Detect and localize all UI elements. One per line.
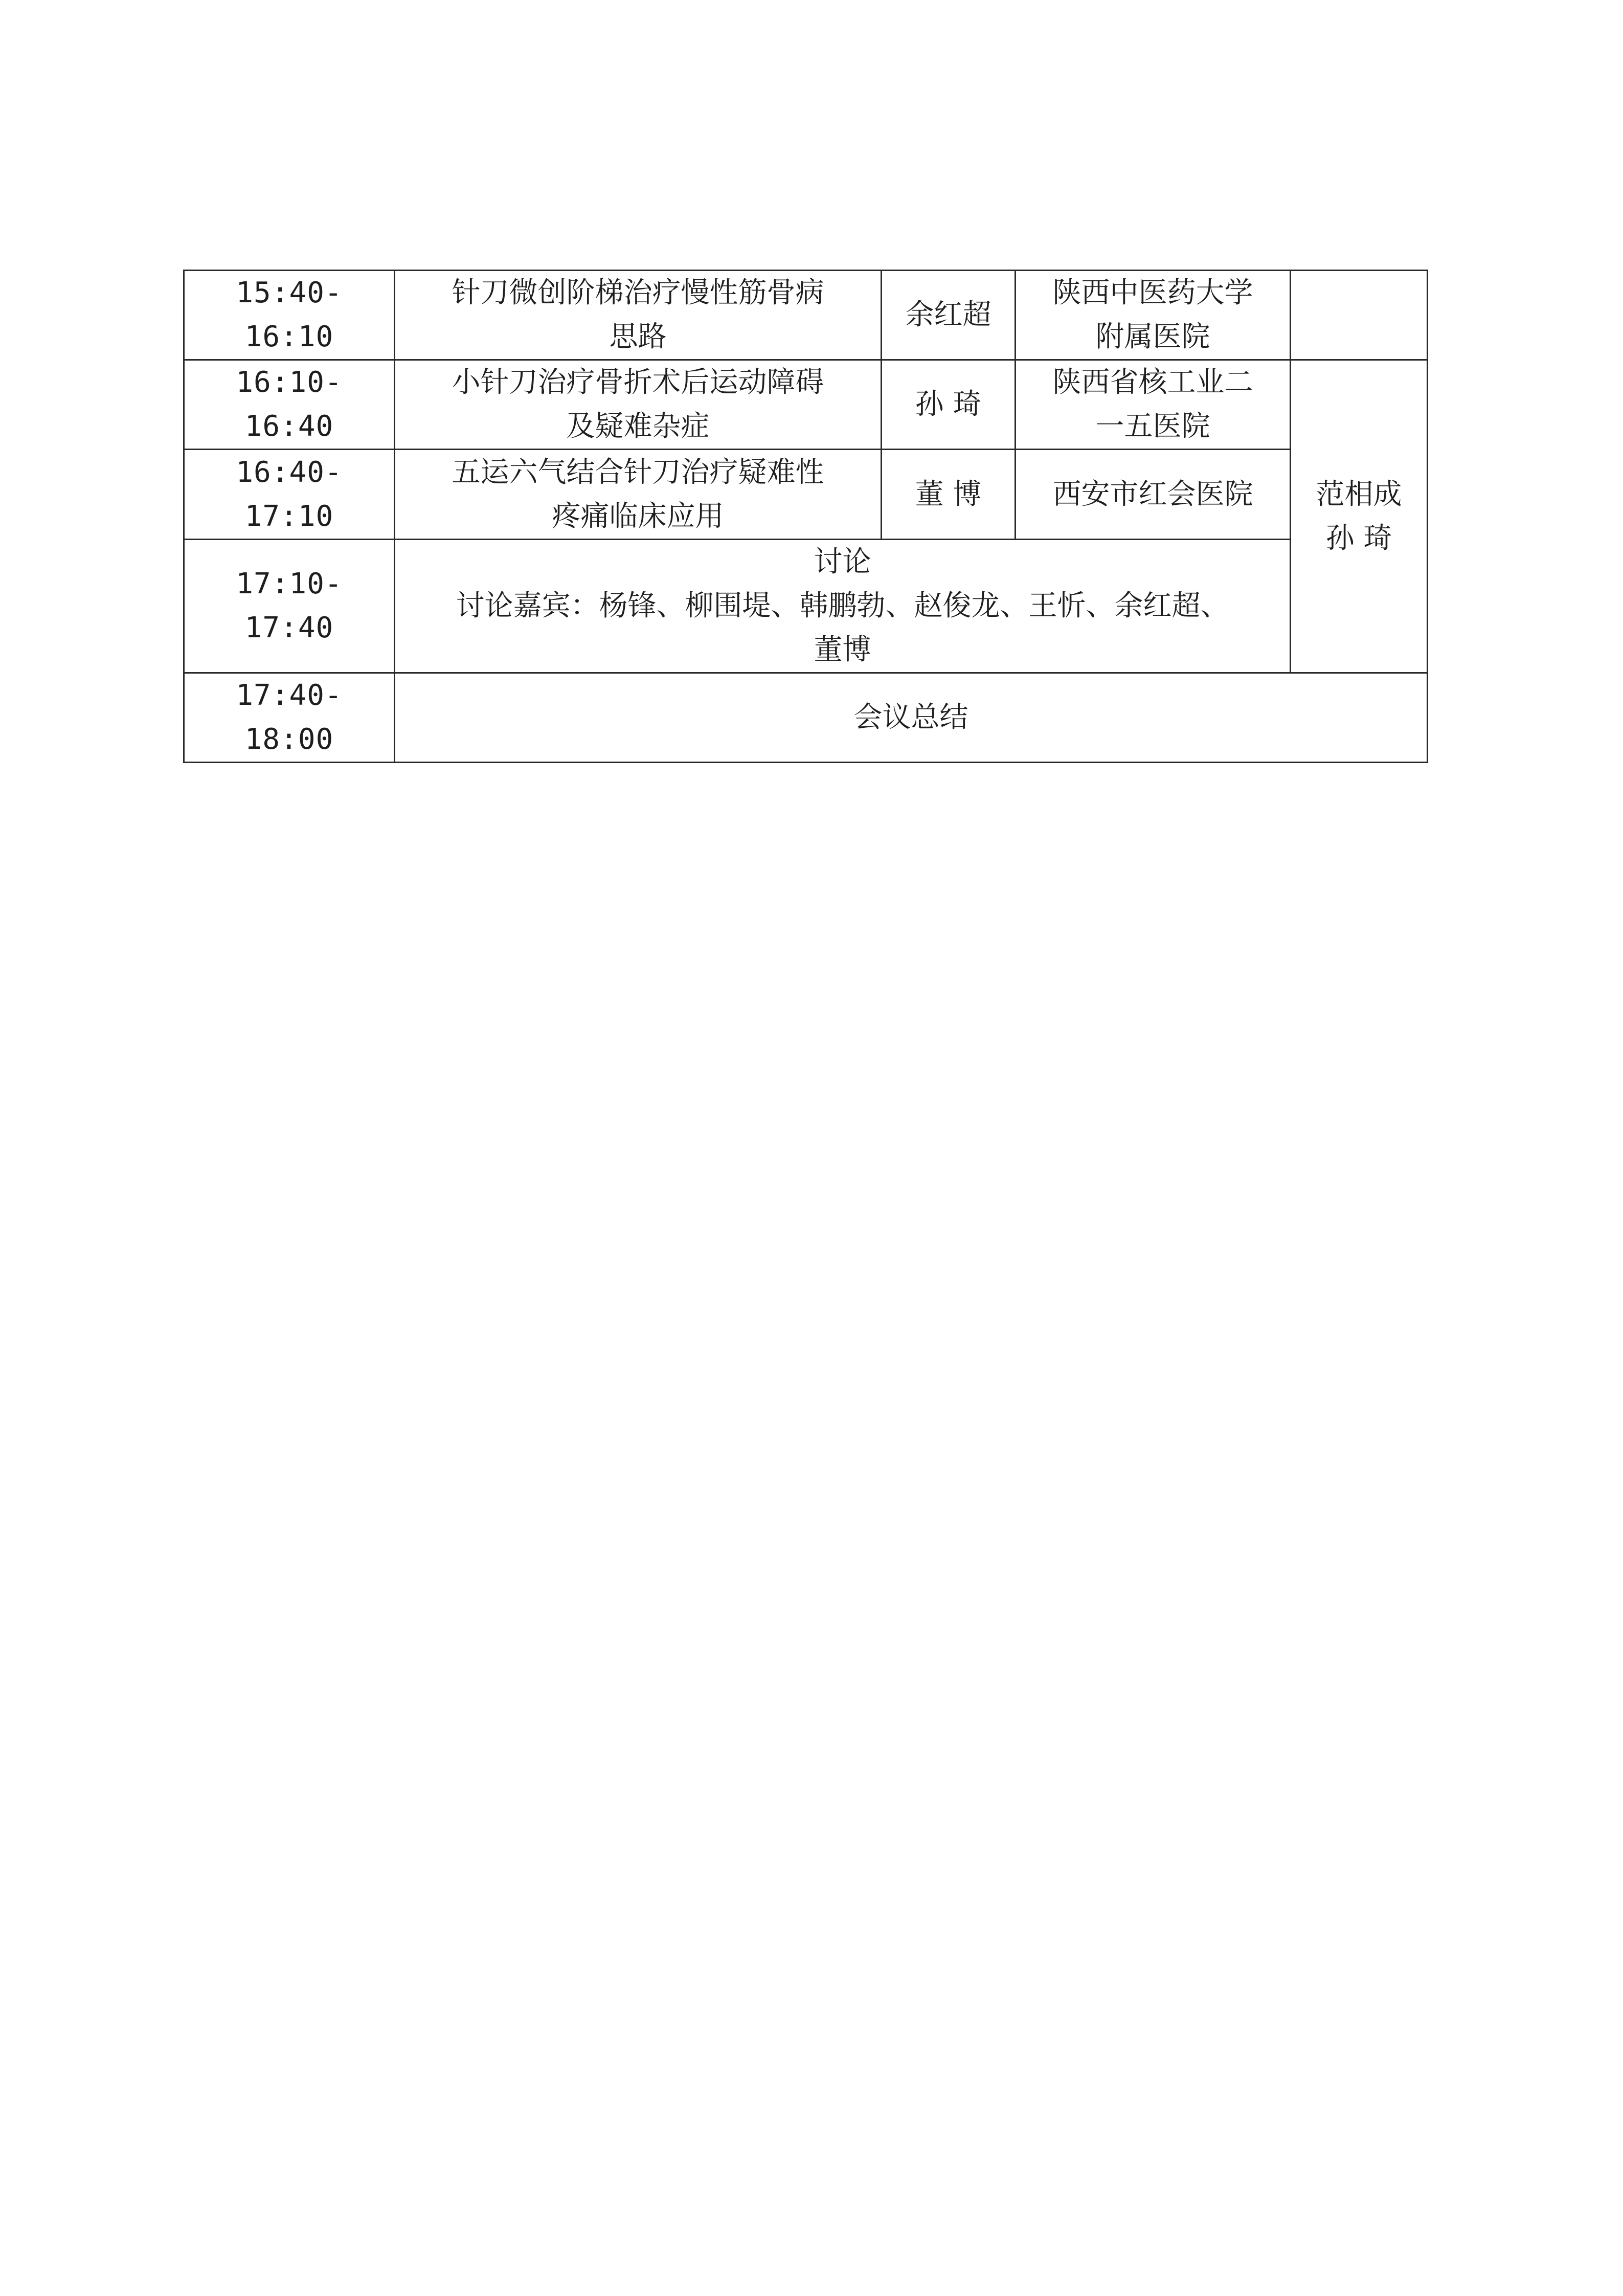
topic-line: 及疑难杂症 <box>566 410 710 443</box>
topic-cell <box>395 271 882 360</box>
hospital-line: 陕西省核工业二 <box>1052 366 1253 399</box>
time-cell: 15:40-16:10 <box>184 271 395 360</box>
host-cell <box>1291 360 1428 673</box>
host-line: 范相成 <box>1316 477 1402 511</box>
hospital-line: 一五医院 <box>1095 410 1210 443</box>
table-row <box>184 360 1428 450</box>
host-cell <box>1291 271 1428 360</box>
time-cell: 16:10-16:40 <box>184 360 395 450</box>
host-line: 孙 琦 <box>1325 521 1392 555</box>
time-cell: 16:40-17:10 <box>184 450 395 540</box>
schedule-table <box>183 270 1428 763</box>
table-row <box>184 540 1428 673</box>
topic-cell <box>395 450 882 540</box>
topic-cell <box>395 360 882 450</box>
speaker-cell: 董 博 <box>882 450 1016 540</box>
time-cell: 17:40-18:00 <box>184 673 395 763</box>
summary-cell: 会议总结 <box>395 673 1428 763</box>
topic-line: 疼痛临床应用 <box>552 499 724 533</box>
discussion-cell <box>395 540 1291 673</box>
hospital-cell: 西安市红会医院 <box>1016 450 1291 540</box>
topic-line: 小针刀治疗骨折术后运动障碍 <box>452 366 824 399</box>
table-row <box>184 271 1428 360</box>
table-row <box>184 450 1428 540</box>
discussion-title: 讨论 <box>814 545 871 578</box>
discussion-guests: 讨论嘉宾：杨锋、柳围堤、韩鹏勃、赵俊龙、王忻、余红超、 <box>456 589 1229 622</box>
topic-line: 五运六气结合针刀治疗疑难性 <box>452 455 824 489</box>
hospital-cell <box>1016 271 1291 360</box>
time-cell: 17:10-17:40 <box>184 540 395 673</box>
speaker-cell: 孙 琦 <box>882 360 1016 450</box>
topic-line: 思路 <box>609 320 667 353</box>
discussion-guests: 董博 <box>814 633 871 666</box>
table-row <box>184 673 1428 763</box>
topic-line: 针刀微创阶梯治疗慢性筋骨病 <box>452 276 824 309</box>
hospital-cell <box>1016 360 1291 450</box>
hospital-line: 附属医院 <box>1095 320 1210 353</box>
hospital-line: 陕西中医药大学 <box>1052 276 1253 309</box>
speaker-cell: 余红超 <box>882 271 1016 360</box>
